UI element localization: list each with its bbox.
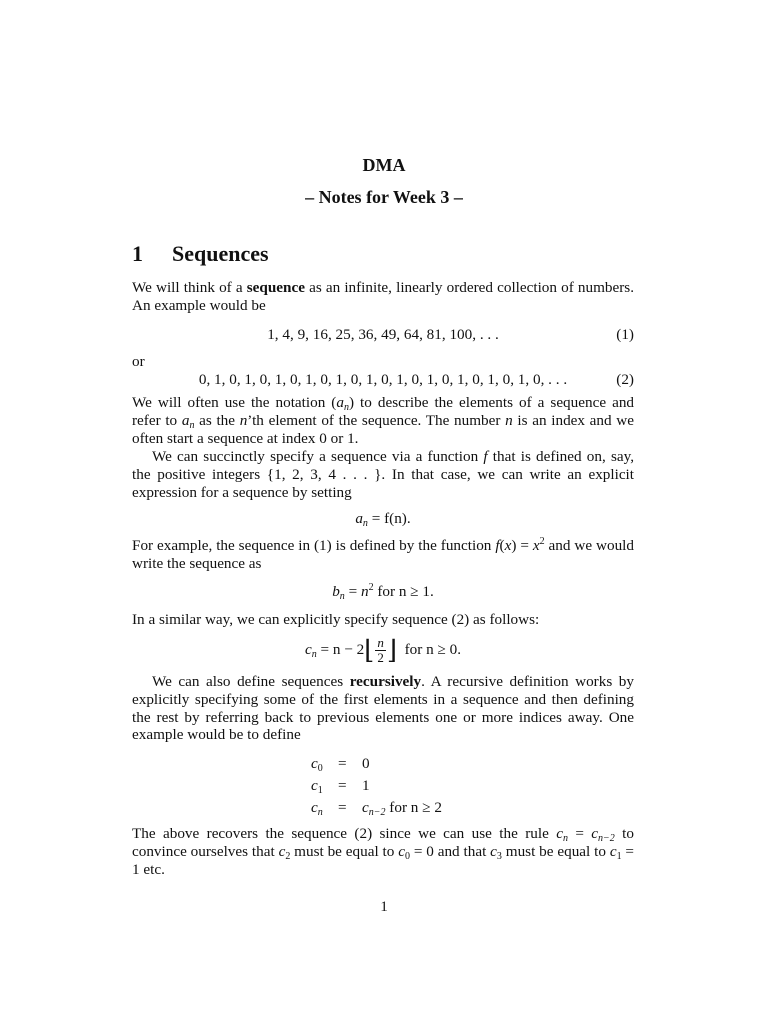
document-title: DMA [362, 155, 406, 175]
equation-cn: $c_n = n$ − 2⌊ $\frac{n}{2}$ ⌋ for n ≥ 0. [304, 635, 462, 666]
paragraph-recursive: We can also define sequences recursively. A recursive definition works by explicitly specifying some of the first elements in a sequence and then defining the rest by referring back to previous elements one or more indices away. One example would be to define [132, 673, 634, 744]
document-subtitle: – Notes for Week 3 – [305, 187, 463, 207]
paragraph-notation: We will often use the notation $(a_n)$ to describe the elements of a sequence and refer to $a_n$ as the n’th element of the sequence. The number n is an index and we often start a sequence at index 0 or 1. [132, 394, 635, 447]
equation-2: 0, 1, 0, 1, 0, 1, 0, 1, 0, 1, 0, 1, 0, 1, 0, 1, 0, 1, 0, 1, 0, 1, 0, . . . [198, 371, 568, 388]
keyword-recursively: recursively [349, 673, 422, 690]
equation-explicit: $a_n = f(n)$. [355, 510, 411, 529]
equation-1: 1, 4, 9, 16, 25, 36, 49, 64, 81, 100, . . . [267, 326, 499, 343]
equation-bn: $b_n = n^2$ for n ≥ 1. [332, 582, 434, 602]
section-title: Sequences [172, 241, 269, 266]
equation-1-number: (1) [616, 326, 634, 343]
paragraph-example: For example, the sequence in (1) is defined by the function $f(x) = x^2$ and we would write the sequence as [132, 536, 634, 572]
text-or: or [132, 353, 145, 370]
paragraph-conclusion: The above recovers the sequence (2) since we can use the rule $c_n = c_{n-2}$ to convince ourselves that $c_2$ must be equal to $c_0 = 0$ and that $c_3$ must be equal to $c_1 = 1$ etc. [132, 825, 634, 878]
recursive-row: $c_0$ = 0 [311, 755, 370, 774]
paragraph-intro: We will think of a sequence as an infinite, linearly ordered collection of numbers. An example would be [132, 279, 634, 314]
paragraph-similar: In a similar way, we can explicitly specify sequence (2) as follows: [132, 611, 540, 628]
recursive-definition [311, 755, 511, 821]
equation-2-number: (2) [616, 371, 634, 388]
paragraph-function: We can succinctly specify a sequence via a function f that is defined on, say, the positive integers {1, 2, 3, 4 . . . }. In that case, we can write an explicit expression for a sequence by setting [132, 448, 635, 501]
keyword-sequence: sequence [246, 279, 305, 296]
recursive-row: $c_1$ = 1 [311, 777, 370, 796]
page-number: 1 [380, 898, 388, 915]
section-number: 1 [132, 241, 143, 266]
recursive-row: $c_n$ = $c_{n-2}$ for n ≥ 2 [311, 799, 442, 818]
section-heading [132, 241, 269, 267]
